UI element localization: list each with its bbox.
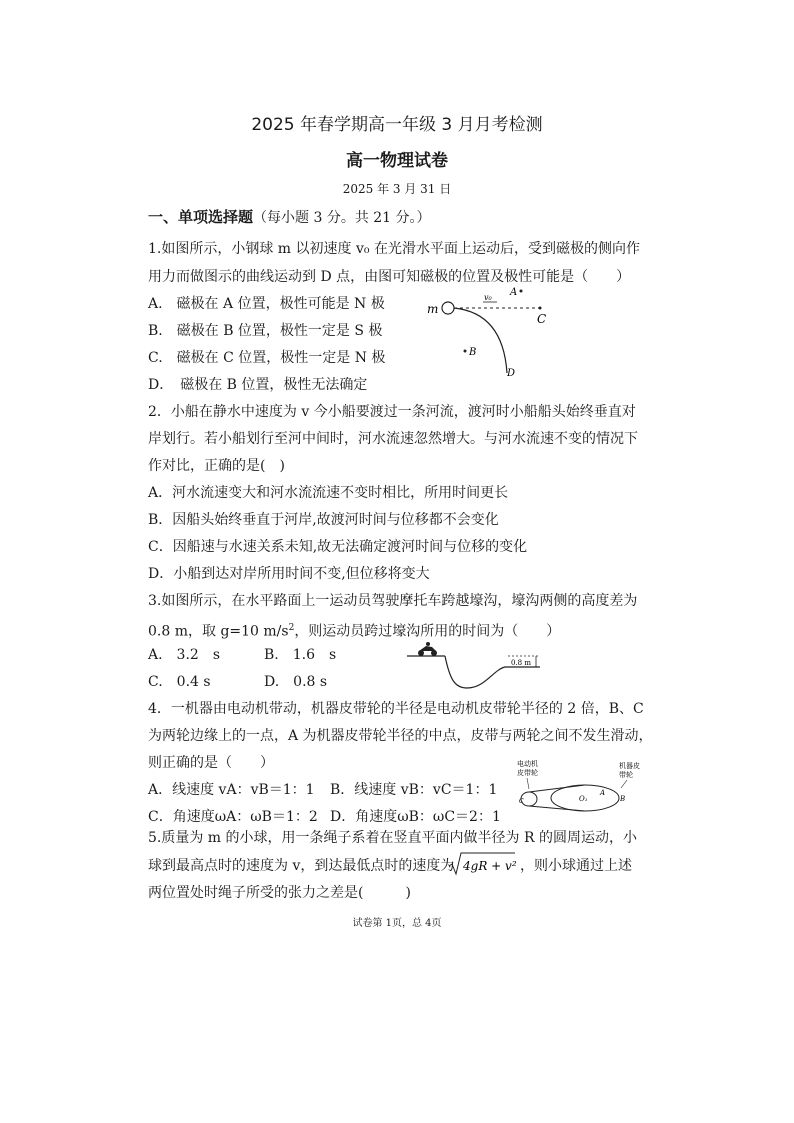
q5-stem-line1: 5.质量为 m 的小球，用一条绳子系着在竖直平面内做半径为 R 的圆周运动，小 — [148, 830, 637, 846]
q4-stem-line3: 则正确的是（ ） — [148, 755, 274, 771]
page-footer: 试卷第 1页，总 4页 — [352, 918, 442, 929]
q4-stem-line2: 为两轮边缘上的一点，A 为机器皮带轮半径的中点，皮带与两轮之间不发生滑动， — [148, 728, 653, 744]
q5-sqrt-expr: 4gR + v² — [463, 859, 517, 873]
q4-fig-point-a: A — [600, 789, 606, 797]
q2-stem-line2: 岸划行。若小船划行至河中间时，河水流速忽然增大。与河水流速不变的情况下 — [148, 431, 638, 447]
section-title: 一、单项选择题 — [148, 208, 254, 226]
q1-fig-label-b: B — [469, 347, 477, 358]
q1-option-d: D． 磁极在 B 位置，极性无法确定 — [148, 377, 368, 393]
section-note: （每小题 3 分。共 21 分。） — [253, 210, 431, 226]
q1-point-b — [464, 350, 467, 353]
q2-option-d: D．小船到达对岸所用时间不变,但位移将变大 — [148, 566, 430, 582]
q3-option-d: D. 0.8 s — [264, 674, 328, 690]
q4-stem-line1: 4．一机器由电动机带动，机器皮带轮的半径是电动机皮带轮半径的 2 倍，B、C — [148, 701, 644, 717]
q1-option-a: A. 磁极在 A 位置，极性可能是 N 极 — [148, 296, 385, 312]
q1-ball — [442, 302, 454, 314]
exam-title: 2025 年春学期高一年级 3 月月考检测 — [251, 115, 543, 135]
q4-fig-point-c: C — [519, 798, 524, 805]
section-heading — [148, 206, 431, 227]
exam-subtitle: 高一物理试卷 — [346, 151, 448, 171]
q4-fig-machine-label-2: 带轮 — [619, 771, 633, 779]
q4-fig-motor-label-1: 电动机 — [517, 760, 538, 768]
exam-date: 2025 年 3 月 31 日 — [342, 182, 452, 196]
q1-fig-label-d: D — [507, 368, 516, 378]
q3-option-c: C. 0.4 s — [148, 674, 211, 690]
q3-stem-line2-b: ，则运动员跨过壕沟所用的时间为（ ） — [294, 623, 561, 640]
q4-belt-bottom — [529, 806, 585, 811]
q4-option-a: A．线速度 vA：vB＝1：1 — [148, 782, 315, 798]
q4-fig-center: O₁ — [579, 795, 588, 803]
q1-stem-line1: 1.如图所示，小钢球 m 以初速度 v₀ 在光滑水平面上运动后，受到磁极的侧向作 — [148, 241, 640, 257]
q2-option-a: A．河水流速变大和河水流流速不变时相比，所用时间更长 — [148, 485, 509, 501]
q2-option-b: B．因船头始终垂直于河岸,故渡河时间与位移都不会变化 — [148, 512, 499, 528]
q2-stem-line1: 2．小船在静水中速度为 v 今小船要渡过一条河流，渡河时小船船头始终垂直对 — [148, 404, 636, 420]
q3-option-b: B. 1.6 s — [264, 647, 337, 663]
q1-figure — [425, 283, 565, 378]
q1-fig-label-c: C — [537, 312, 547, 326]
q1-fig-velocity: v₀ — [484, 293, 492, 302]
q3-stem-line1: 3.如图所示，在水平路面上一运动员驾驶摩托车跨越壕沟，壕沟两侧的高度差为 — [148, 593, 638, 609]
q4-motor-pointer — [527, 778, 529, 789]
q4-option-c: C．角速度ωA：ωB＝1：2 — [148, 809, 318, 825]
q4-figure — [505, 758, 645, 813]
q3-stem-line2-sup: 2 — [288, 623, 295, 633]
q2-stem-line3: 作对比，正确的是( ) — [148, 458, 285, 474]
q4-fig-point-b: B — [620, 795, 626, 803]
q4-option-b: B．线速度 vB：vC＝1：1 — [330, 782, 498, 798]
q4-option-d: D．角速度ωB：ωC＝2：1 — [330, 809, 501, 825]
q1-fig-ball-label: m — [427, 302, 439, 316]
q5-stem-line2-a: 球到最高点时的速度为 v，到达最低点时的速度为 — [148, 858, 455, 874]
q5-stem-line3: 两位置处时绳子所受的张力之差是( ) — [148, 885, 411, 901]
q4-fig-motor-label-2: 皮带轮 — [517, 769, 538, 777]
q1-point-a — [520, 290, 523, 293]
q5-sqrt — [447, 850, 517, 878]
q1-option-c: C. 磁极在 C 位置，极性一定是 N 极 — [148, 350, 386, 366]
q2-option-c: C．因船速与水速关系未知,故无法确定渡河时间与位移的变化 — [148, 539, 528, 555]
q5-stem-line2-b: ，则小球通过上述 — [520, 858, 632, 874]
q1-fig-label-a: A — [510, 287, 518, 298]
motorcycle-icon — [418, 642, 437, 656]
q4-machine-pointer — [621, 780, 627, 788]
q3-fig-height-label: 0.8 m — [511, 659, 531, 667]
q3-stem-line2-a: 0.8 m，取 g=10 m/s — [148, 623, 289, 640]
q1-trajectory — [454, 308, 507, 373]
q3-figure — [405, 640, 545, 692]
q1-point-c — [539, 307, 542, 310]
q1-stem-line2: 用力而做图示的曲线运动到 D 点，由图可知磁极的位置及极性可能是（ ） — [148, 269, 631, 285]
q1-option-b: B. 磁极在 B 位置，极性一定是 S 极 — [148, 323, 383, 339]
q3-option-a: A. 3.2 s — [148, 647, 221, 663]
q4-fig-machine-label-1: 机器皮 — [619, 762, 640, 770]
q3-stem-line2 — [148, 619, 560, 641]
